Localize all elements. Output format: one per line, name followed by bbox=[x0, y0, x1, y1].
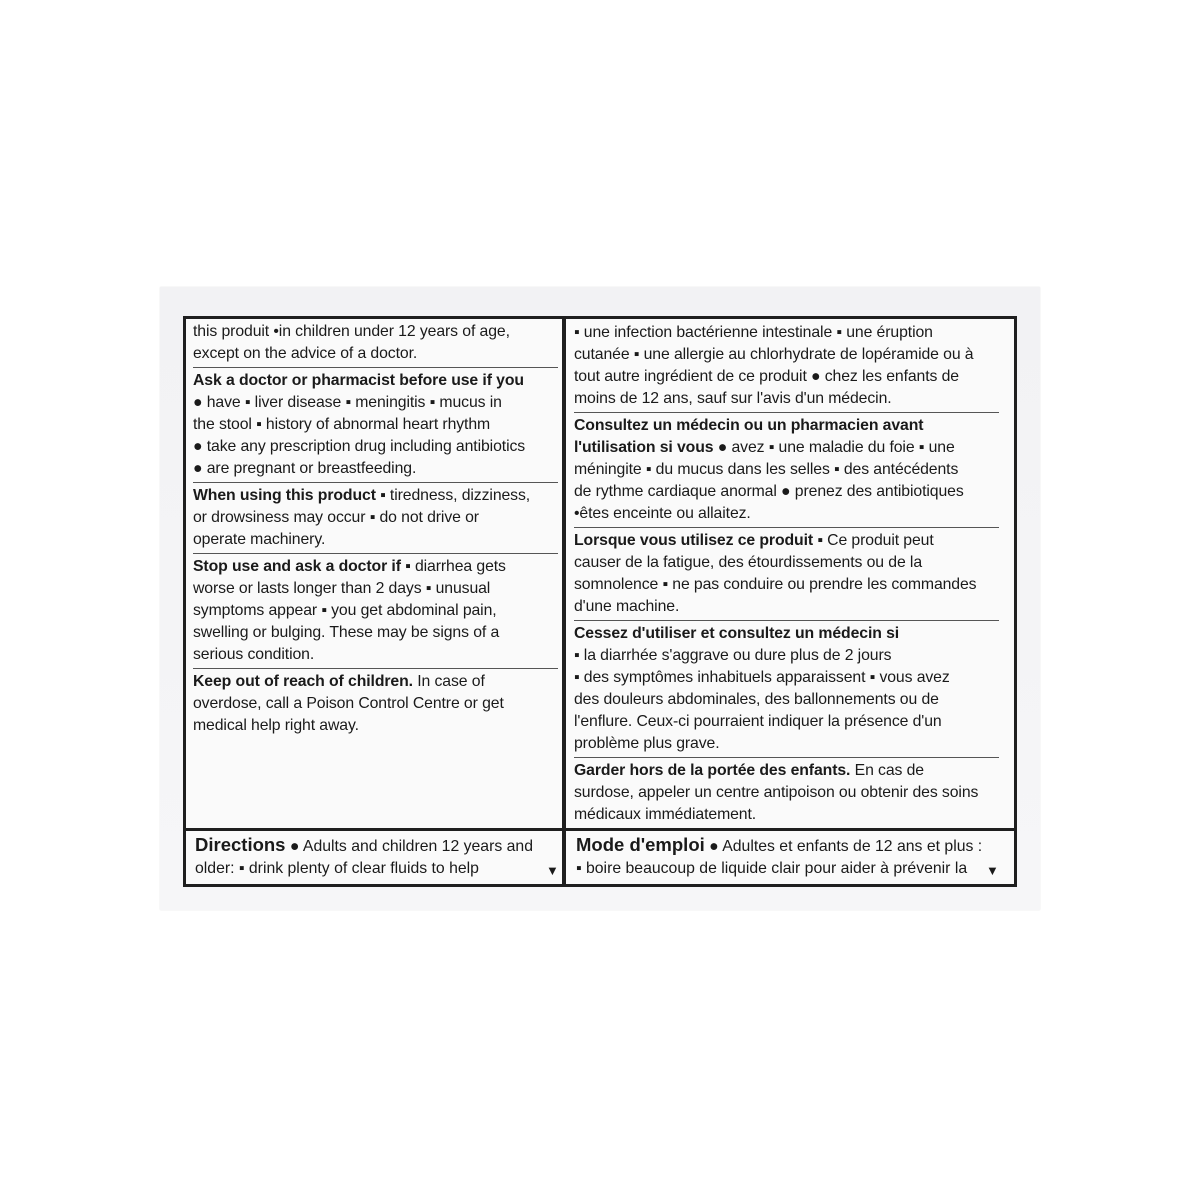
directions-section: Directions ● Adults and children 12 years and older: ▪ drink plenty of clear fluids to help bbox=[195, 834, 533, 877]
directions-heading: Directions bbox=[195, 834, 286, 855]
keep-out-heading: Keep out of reach of children. bbox=[193, 673, 413, 690]
stop-use-section: Stop use and ask a doctor if ▪ diarrhea gets worse or lasts longer than 2 days ▪ unusual symptoms appear ▪ you get abdominal pain, swelling or bulging. These may be signs of a serious condition. bbox=[193, 556, 558, 669]
when-using-heading: When using this product bbox=[193, 487, 376, 504]
mode-emploi-heading: Mode d'emploi bbox=[576, 834, 705, 855]
lorsque-section: Lorsque vous utilisez ce produit ▪ Ce produit peut causer de la fatigue, des étourdissements ou de la somnolence ▪ ne pas conduire ou prendre les commandes d'une machine. bbox=[574, 530, 999, 621]
garder-heading: Garder hors de la portée des enfants. bbox=[574, 762, 851, 779]
cessez-section: Cessez d'utiliser et consultez un médecin si ▪ la diarrhée s'aggrave ou dure plus de 2 jours ▪ des symptômes inhabituels apparaissent ▪ vous avez des douleurs abdominales, des ballonnements ou de l'enflure. Ceux-ci pourraient indiquer la présence d'un problème plus grave. bbox=[574, 623, 999, 758]
stop-use-heading: Stop use and ask a doctor if bbox=[193, 558, 401, 575]
ne-pas-utiliser-continued: ▪ une infection bactérienne intestinale ▪ une éruption cutanée ▪ une allergie au chlorhydrate de lopéramide ou à tout autre ingrédient de ce produit ● chez les enfants de moins de 12 ans, sauf sur l'avis d'un médecin. bbox=[574, 322, 999, 413]
garder-hors-section: Garder hors de la portée des enfants. En cas de surdose, appeler un centre antipoison ou obtenir des soins médicaux immédiatement. bbox=[574, 762, 979, 823]
keep-out-of-reach-section: Keep out of reach of children. In case of overdose, call a Poison Control Centre or get medical help right away. bbox=[193, 673, 504, 734]
ask-doctor-section: Ask a doctor or pharmacist before use if you ● have ▪ liver disease ▪ meningitis ▪ mucus in the stool ▪ history of abnormal heart rhythm ● take any prescription drug including antibiotics ● are pregnant or breastfeeding. bbox=[193, 370, 558, 483]
do-not-use-continued: this produit •in children under 12 years of age, except on the advice of a doctor. bbox=[193, 321, 558, 368]
continue-arrow-icon: ▼ bbox=[986, 863, 999, 878]
mode-emploi-section: Mode d'emploi ● Adultes et enfants de 12 ans et plus : ▪ boire beaucoup de liquide clair pour aider à prévenir la bbox=[576, 834, 983, 877]
consultez-section: Consultez un médecin ou un pharmacien avant l'utilisation si vous ● avez ▪ une maladie du foie ▪ une méningite ▪ du mucus dans les selles ▪ des antécédents de rythme cardiaque anormal ● prenez des antibiotiques •êtes enceinte ou allaitez. bbox=[574, 415, 999, 528]
continue-arrow-icon: ▼ bbox=[546, 863, 559, 878]
consultez-heading: Consultez un médecin ou un pharmacien avant bbox=[574, 417, 924, 434]
when-using-section: When using this product ▪ tiredness, dizziness, or drowsiness may occur ▪ do not drive or operate machinery. bbox=[193, 485, 558, 554]
column-divider bbox=[562, 316, 566, 887]
ask-doctor-heading: Ask a doctor or pharmacist before use if you bbox=[193, 372, 524, 389]
lorsque-heading: Lorsque vous utilisez ce produit bbox=[574, 532, 814, 549]
english-column bbox=[193, 321, 558, 741]
french-column bbox=[574, 322, 999, 830]
cessez-heading: Cessez d'utiliser et consultez un médecin si bbox=[574, 625, 900, 642]
